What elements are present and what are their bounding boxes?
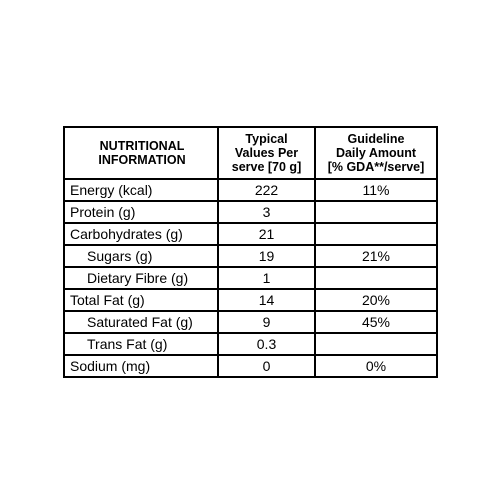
table-row [64, 355, 437, 377]
nutrient-gda [315, 333, 437, 355]
nutrient-name: Energy (kcal) [64, 179, 218, 201]
nutrient-value: 3 [218, 201, 315, 223]
header-guideline-daily-amount: Guideline Daily Amount [% GDA**/serve] [315, 127, 437, 179]
header-typical-values: Typical Values Per serve [70 g] [218, 127, 315, 179]
nutrient-gda: 11% [315, 179, 437, 201]
nutrient-value: 222 [218, 179, 315, 201]
table-row [64, 333, 437, 355]
nutrient-name: Protein (g) [64, 201, 218, 223]
nutrient-value: 1 [218, 267, 315, 289]
table-row [64, 245, 437, 267]
nutrient-name: Saturated Fat (g) [64, 311, 218, 333]
nutrient-gda: 21% [315, 245, 437, 267]
nutrient-value: 0.3 [218, 333, 315, 355]
table-row [64, 179, 437, 201]
nutrient-name: Sugars (g) [64, 245, 218, 267]
header-row [64, 127, 437, 179]
nutrient-value: 0 [218, 355, 315, 377]
nutrient-name: Carbohydrates (g) [64, 223, 218, 245]
nutrient-gda: 0% [315, 355, 437, 377]
nutrient-name: Total Fat (g) [64, 289, 218, 311]
nutrient-gda [315, 267, 437, 289]
table-row [64, 201, 437, 223]
nutrient-value: 14 [218, 289, 315, 311]
nutrient-name: Sodium (mg) [64, 355, 218, 377]
table-row [64, 223, 437, 245]
nutrient-name: Dietary Fibre (g) [64, 267, 218, 289]
nutrient-gda: 45% [315, 311, 437, 333]
nutrient-name: Trans Fat (g) [64, 333, 218, 355]
header-nutritional-information: NUTRITIONAL INFORMATION [64, 127, 218, 179]
nutrient-gda: 20% [315, 289, 437, 311]
nutrient-value: 21 [218, 223, 315, 245]
nutrient-value: 9 [218, 311, 315, 333]
table-row [64, 311, 437, 333]
nutrition-table [63, 126, 438, 378]
nutrient-gda [315, 201, 437, 223]
nutrient-value: 19 [218, 245, 315, 267]
table-row [64, 289, 437, 311]
table-row [64, 267, 437, 289]
nutrient-gda [315, 223, 437, 245]
